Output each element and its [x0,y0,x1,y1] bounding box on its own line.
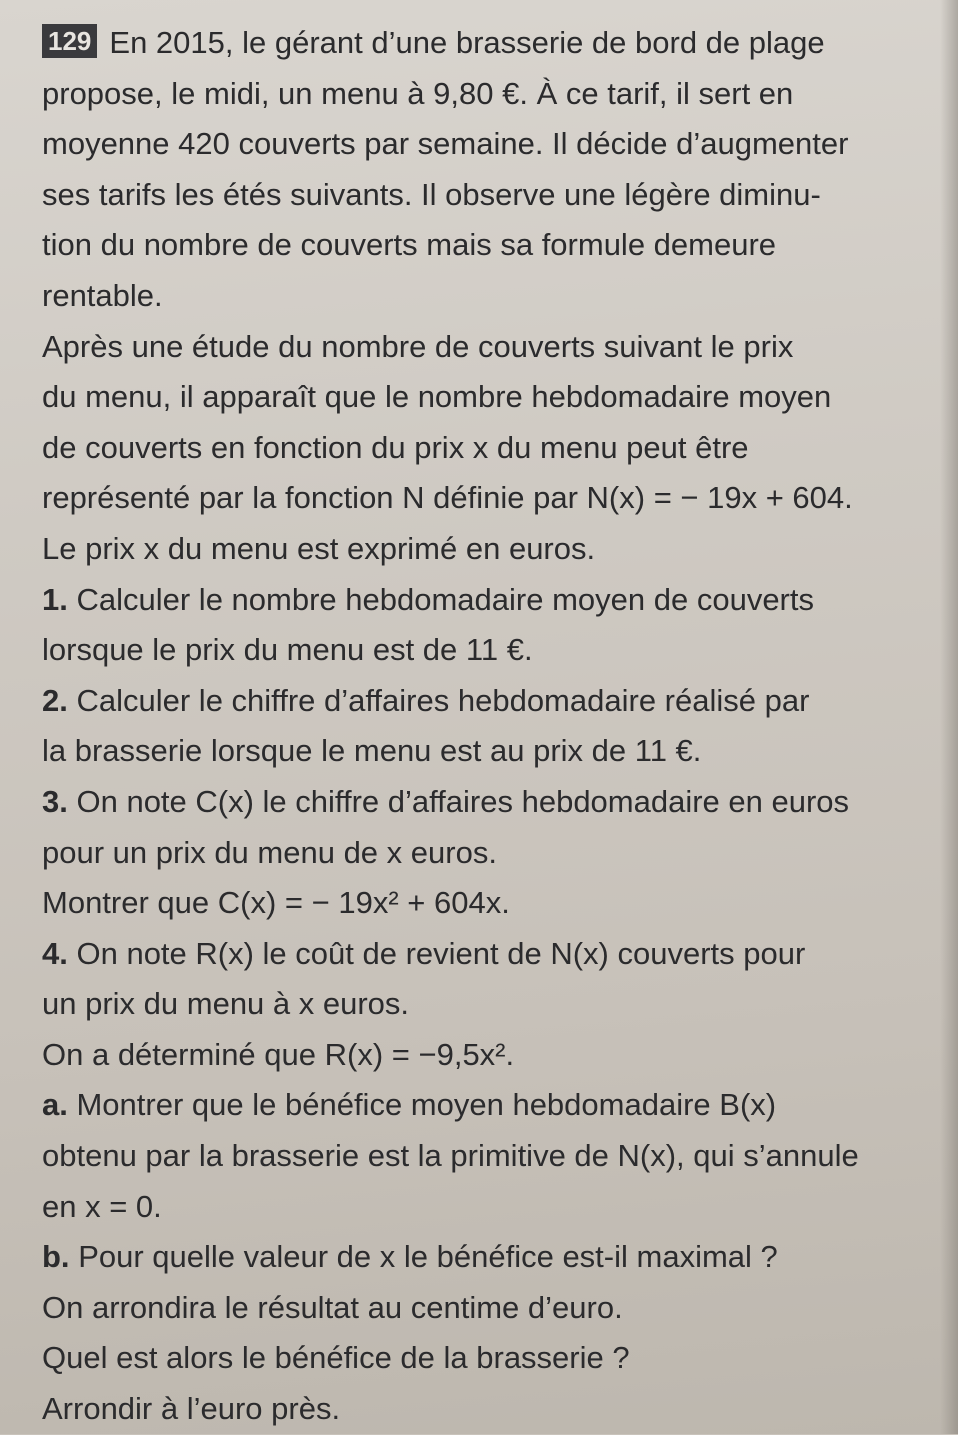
question-4-line-3: On a déterminé que R(x) = −9,5x². [42,1036,515,1072]
question-1-label: 1. [42,581,68,617]
question-4a-label: a. [42,1087,68,1123]
intro-line-5: tion du nombre de couverts mais sa formule demeure [42,227,777,263]
question-4a-line-2: obtenu par la brasserie est la primitive de N(x), qui s’annule [42,1138,859,1174]
question-4-line-2: un prix du menu à x euros. [42,986,410,1022]
question-3-line-2: pour un prix du menu de x euros. [42,834,497,870]
question-4b-line-2: On arrondira le résultat au centime d’euro. [42,1289,623,1325]
intro-line-1: 129 En 2015, le gérant d’une brasserie de bord de plage [42,18,928,69]
intro-line-6: rentable. [42,277,163,313]
question-4: 4. On note R(x) le coût de revient de N(x) couverts pour [42,935,806,971]
question-3-line-3: Montrer que C(x) = − 19x² + 604x. [42,885,510,921]
intro-line-2: propose, le midi, un menu à 9,80 €. À ce tarif, il sert en [42,75,794,111]
question-4a-line-3: en x = 0. [42,1188,162,1224]
intro-line-4: ses tarifs les étés suivants. Il observe une légère diminu- [42,176,821,212]
question-4b-line-4: Arrondir à l’euro près. [42,1391,341,1427]
study-line-5: Le prix x du menu est exprimé en euros. [42,530,596,566]
question-4b-label: b. [42,1239,70,1275]
intro-line-3: moyenne 420 couverts par semaine. Il décide d’augmenter [42,126,849,162]
page-edge-shadow [940,0,958,1434]
question-2-line-2: la brasserie lorsque le menu est au prix de 11 €. [42,733,702,769]
question-3-label: 3. [42,783,68,819]
exercise-number-badge: 129 [42,24,97,58]
question-3: 3. On note C(x) le chiffre d’affaires hebdomadaire en euros [42,783,850,819]
study-line-2: du menu, il apparaît que le nombre hebdomadaire moyen [42,379,832,415]
question-2-label: 2. [42,682,68,718]
question-4b-line-3: Quel est alors le bénéfice de la brasserie ? [42,1340,630,1376]
study-line-3: de couverts en fonction du prix x du menu peut être [42,429,749,465]
question-1-line-2: lorsque le prix du menu est de 11 €. [42,632,533,668]
question-1: 1. Calculer le nombre hebdomadaire moyen de couverts [42,581,814,617]
question-4-label: 4. [42,935,68,971]
question-2: 2. Calculer le chiffre d’affaires hebdomadaire réalisé par [42,682,810,718]
question-4a: a. Montrer que le bénéfice moyen hebdomadaire B(x) [42,1087,777,1123]
study-line-1: Après une étude du nombre de couverts suivant le prix [42,328,794,364]
question-4b: b. Pour quelle valeur de x le bénéfice est-il maximal ? [42,1239,778,1275]
study-line-4: représenté par la fonction N définie par N(x) = − 19x + 604. [42,480,853,516]
